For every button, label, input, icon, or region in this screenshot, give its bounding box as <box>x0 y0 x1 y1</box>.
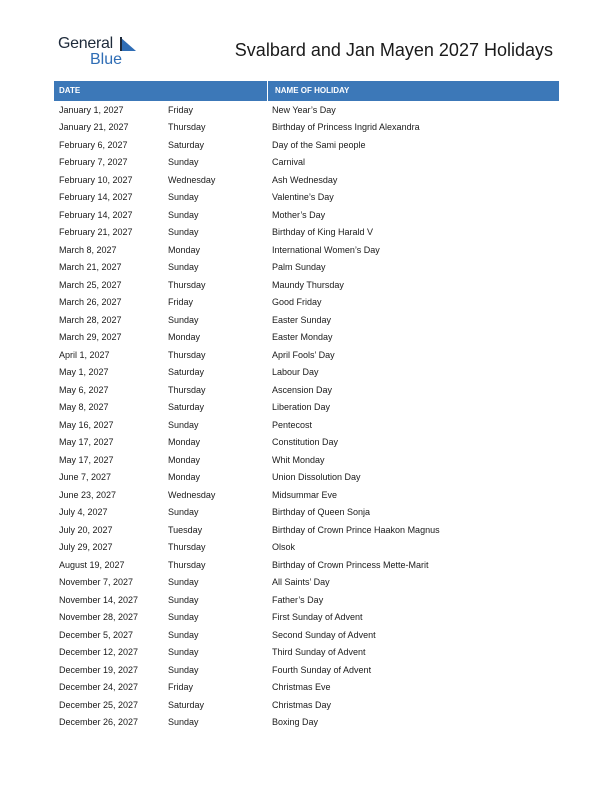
table-body <box>54 101 559 731</box>
holiday-weekday: Monday <box>168 332 201 343</box>
holiday-weekday: Thursday <box>168 559 206 570</box>
generalblue-logo <box>58 35 148 69</box>
table-row <box>54 574 559 592</box>
holiday-weekday: Sunday <box>168 192 199 203</box>
holiday-weekday: Thursday <box>168 349 206 360</box>
holiday-name: Boxing Day <box>272 717 319 728</box>
holiday-date: July 29, 2027 <box>59 542 113 553</box>
holiday-weekday: Sunday <box>168 262 199 273</box>
holiday-date: May 17, 2027 <box>59 454 114 465</box>
holiday-date: December 26, 2027 <box>59 717 139 728</box>
table-row <box>54 644 559 662</box>
table-row <box>54 521 559 539</box>
table-row <box>54 626 559 644</box>
holiday-date: February 14, 2027 <box>59 209 133 220</box>
table-row <box>54 696 559 714</box>
holiday-date: November 28, 2027 <box>59 612 139 623</box>
holiday-name: Christmas Eve <box>272 682 331 693</box>
holiday-date: May 16, 2027 <box>59 419 114 430</box>
holiday-date: May 1, 2027 <box>59 367 109 378</box>
holiday-name: Union Dissolution Day <box>272 472 361 483</box>
holiday-name: Palm Sunday <box>272 262 326 273</box>
table-row <box>54 136 559 154</box>
table-row <box>54 241 559 259</box>
holiday-date: May 6, 2027 <box>59 384 109 395</box>
logo-word-blue: Blue <box>90 51 123 68</box>
table-row <box>54 329 559 347</box>
holiday-weekday: Monday <box>168 244 201 255</box>
holiday-weekday: Sunday <box>168 314 199 325</box>
holiday-date: December 12, 2027 <box>59 647 139 658</box>
holiday-weekday: Tuesday <box>168 524 203 535</box>
holiday-date: June 23, 2027 <box>59 489 117 500</box>
holiday-date: January 1, 2027 <box>59 104 124 115</box>
table-row <box>54 609 559 627</box>
holiday-date: August 19, 2027 <box>59 559 125 570</box>
holiday-name: Fourth Sunday of Advent <box>272 664 372 675</box>
holiday-date: March 21, 2027 <box>59 262 122 273</box>
holiday-name: Labour Day <box>272 367 319 378</box>
holiday-weekday: Thursday <box>168 542 206 553</box>
holiday-weekday: Sunday <box>168 629 199 640</box>
header-holiday-name: NAME OF HOLIDAY <box>275 86 350 95</box>
holiday-name: International Women’s Day <box>272 244 380 255</box>
table-row <box>54 154 559 172</box>
table-row <box>54 556 559 574</box>
holiday-name: Constitution Day <box>272 437 339 448</box>
holiday-name: Birthday of King Harald V <box>272 227 374 238</box>
holiday-name: Christmas Day <box>272 699 332 710</box>
holiday-name: Olsok <box>272 542 296 553</box>
holiday-date: December 25, 2027 <box>59 699 139 710</box>
holiday-weekday: Friday <box>168 104 194 115</box>
holiday-date: December 5, 2027 <box>59 629 134 640</box>
logo-flag-icon <box>120 37 138 53</box>
holiday-weekday: Sunday <box>168 577 199 588</box>
table-row <box>54 714 559 732</box>
holiday-name: Birthday of Queen Sonja <box>272 507 371 518</box>
table-row <box>54 416 559 434</box>
holiday-name: Easter Monday <box>272 332 333 343</box>
holiday-name: Midsummar Eve <box>272 489 338 500</box>
holiday-name: Carnival <box>272 157 306 168</box>
holiday-name: Whit Monday <box>272 454 325 465</box>
holiday-weekday: Friday <box>168 297 194 308</box>
holiday-weekday: Sunday <box>168 157 199 168</box>
holiday-weekday: Friday <box>168 682 194 693</box>
holiday-weekday: Monday <box>168 472 201 483</box>
holiday-name: Pentecost <box>272 419 313 430</box>
holiday-date: December 19, 2027 <box>59 664 139 675</box>
table-row <box>54 539 559 557</box>
holiday-weekday: Sunday <box>168 209 199 220</box>
holiday-date: February 10, 2027 <box>59 174 133 185</box>
holiday-name: Father’s Day <box>272 594 324 605</box>
holiday-table <box>54 81 559 731</box>
holiday-weekday: Thursday <box>168 279 206 290</box>
holiday-date: May 17, 2027 <box>59 437 114 448</box>
table-row <box>54 206 559 224</box>
holiday-date: March 26, 2027 <box>59 297 122 308</box>
holiday-date: February 7, 2027 <box>59 157 128 168</box>
holiday-date: February 21, 2027 <box>59 227 133 238</box>
table-row <box>54 189 559 207</box>
holiday-date: November 7, 2027 <box>59 577 134 588</box>
holiday-date: December 24, 2027 <box>59 682 139 693</box>
holiday-date: May 8, 2027 <box>59 402 109 413</box>
holiday-date: February 6, 2027 <box>59 139 128 150</box>
table-row <box>54 119 559 137</box>
holiday-name: Third Sunday of Advent <box>272 647 366 658</box>
holiday-name: Birthday of Crown Prince Haakon Magnus <box>272 524 440 535</box>
table-header <box>54 81 559 101</box>
table-row <box>54 276 559 294</box>
holiday-weekday: Saturday <box>168 699 205 710</box>
holiday-weekday: Wednesday <box>168 489 216 500</box>
page-title: Svalbard and Jan Mayen 2027 Holidays <box>234 40 553 60</box>
holiday-date: January 21, 2027 <box>59 122 129 133</box>
table-row <box>54 171 559 189</box>
holiday-weekday: Monday <box>168 437 201 448</box>
holiday-name: Day of the Sami people <box>272 139 366 150</box>
table-row <box>54 486 559 504</box>
table-row <box>54 591 559 609</box>
holiday-date: March 29, 2027 <box>59 332 122 343</box>
holiday-date: March 8, 2027 <box>59 244 117 255</box>
holiday-weekday: Saturday <box>168 139 205 150</box>
table-row <box>54 364 559 382</box>
holiday-weekday: Sunday <box>168 717 199 728</box>
table-row <box>54 504 559 522</box>
logo-word-general: General <box>58 35 113 52</box>
holiday-weekday: Thursday <box>168 384 206 395</box>
holiday-weekday: Sunday <box>168 664 199 675</box>
holiday-date: November 14, 2027 <box>59 594 139 605</box>
holiday-weekday: Sunday <box>168 507 199 518</box>
table-row <box>54 101 559 119</box>
holiday-name: All Saints’ Day <box>272 577 330 588</box>
header-date: DATE <box>54 81 268 101</box>
holiday-name: Birthday of Crown Princess Mette-Marit <box>272 559 429 570</box>
holiday-name: Ascension Day <box>272 384 333 395</box>
table-row <box>54 434 559 452</box>
holiday-weekday: Monday <box>168 454 201 465</box>
holiday-date: February 14, 2027 <box>59 192 133 203</box>
holiday-weekday: Sunday <box>168 419 199 430</box>
holiday-name: New Year’s Day <box>272 104 336 115</box>
holiday-weekday: Saturday <box>168 402 205 413</box>
holiday-date: July 4, 2027 <box>59 507 108 518</box>
table-row <box>54 451 559 469</box>
holiday-weekday: Wednesday <box>168 174 216 185</box>
holiday-name: Ash Wednesday <box>272 174 338 185</box>
table-row <box>54 311 559 329</box>
holiday-name: Mother’s Day <box>272 209 326 220</box>
table-row <box>54 346 559 364</box>
holiday-weekday: Sunday <box>168 594 199 605</box>
table-row <box>54 469 559 487</box>
holiday-weekday: Sunday <box>168 227 199 238</box>
holiday-name: Valentine’s Day <box>272 192 334 203</box>
holiday-name: First Sunday of Advent <box>272 612 363 623</box>
holiday-name: Maundy Thursday <box>272 279 344 290</box>
holiday-date: April 1, 2027 <box>59 349 110 360</box>
table-row <box>54 224 559 242</box>
table-row <box>54 399 559 417</box>
holiday-weekday: Sunday <box>168 647 199 658</box>
holiday-date: March 25, 2027 <box>59 279 122 290</box>
holiday-name: Second Sunday of Advent <box>272 629 376 640</box>
holiday-date: July 20, 2027 <box>59 524 113 535</box>
table-row <box>54 294 559 312</box>
table-row <box>54 679 559 697</box>
table-row <box>54 381 559 399</box>
holiday-name: Birthday of Princess Ingrid Alexandra <box>272 122 420 133</box>
holiday-date: June 7, 2027 <box>59 472 112 483</box>
holiday-weekday: Thursday <box>168 122 206 133</box>
holiday-weekday: Saturday <box>168 367 205 378</box>
holiday-weekday: Sunday <box>168 612 199 623</box>
holiday-date: March 28, 2027 <box>59 314 122 325</box>
holiday-name: Good Friday <box>272 297 322 308</box>
holiday-name: Liberation Day <box>272 402 331 413</box>
holiday-name: April Fools’ Day <box>272 349 335 360</box>
table-row <box>54 661 559 679</box>
holiday-name: Easter Sunday <box>272 314 332 325</box>
table-row <box>54 259 559 277</box>
